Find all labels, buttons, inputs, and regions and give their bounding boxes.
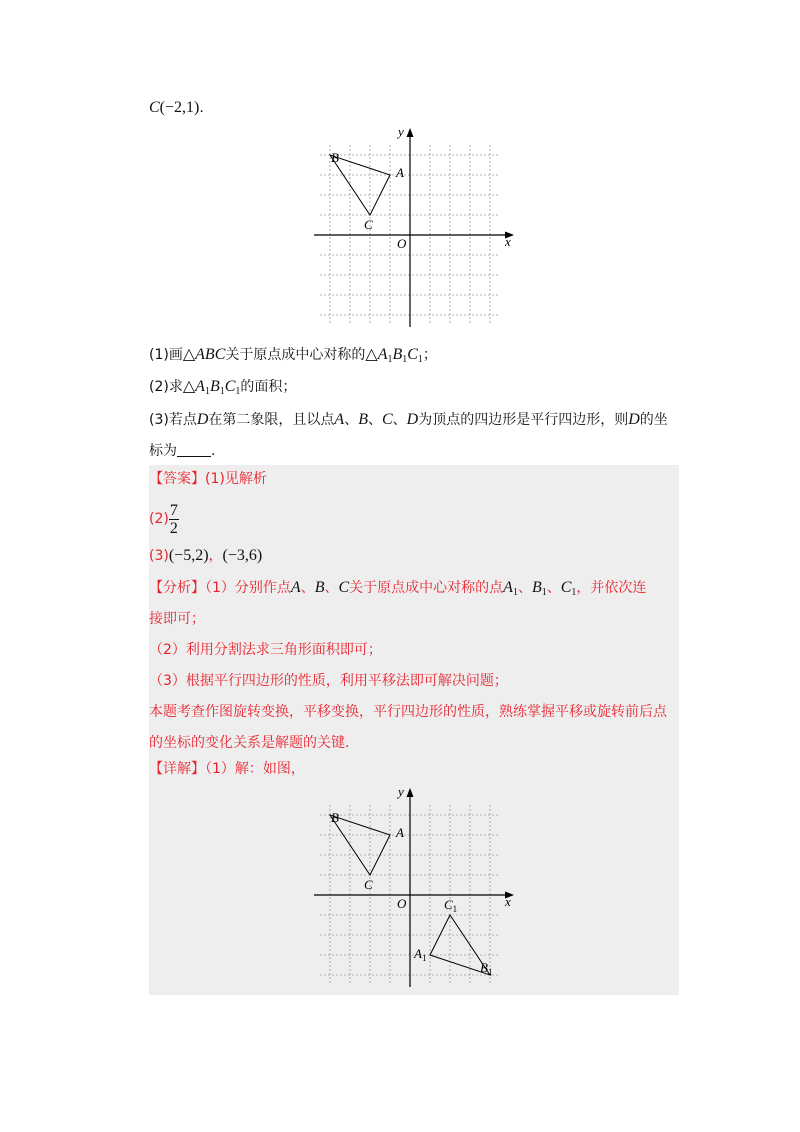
q3-number: (3): [149, 412, 169, 428]
fraction-numerator: 7: [169, 501, 178, 519]
intro-end: .: [199, 100, 204, 116]
graph1-label-y: y: [398, 124, 404, 139]
graph2-label-y: y: [398, 784, 404, 799]
q1-pre: 画: [168, 347, 183, 363]
q2-number: (2): [149, 379, 169, 395]
analysis-line-5: 本题考查作图旋转变换，平移变换，平行四边形的性质，熟练掌握平移或旋转前后点: [149, 704, 667, 720]
analysis-c1: $C_1$: [560, 579, 577, 598]
q3-end: .: [211, 443, 216, 459]
analysis-a: A: [290, 579, 301, 596]
triangle-symbol: △: [182, 378, 196, 395]
q1-a1: $A_1$: [377, 346, 393, 365]
analysis-sep: 、: [546, 580, 561, 596]
answer-line-1: [149, 469, 267, 489]
q3-t4: 的坐: [639, 412, 668, 428]
analysis-b: B: [314, 579, 325, 596]
graph2-label-o: O: [397, 896, 407, 911]
q2-a1: $A_1$: [195, 378, 210, 397]
detail-text: （1）解：如图，: [205, 761, 305, 777]
analysis-line-6: 的坐标的变化关系是解题的关键.: [149, 735, 350, 751]
answer-2-number: (2): [149, 511, 169, 527]
answer-line-2: [149, 500, 179, 538]
graph1-y-arrow: [407, 128, 414, 137]
question-3-line-2: [149, 441, 215, 461]
q1-end: ；: [422, 347, 437, 363]
analysis-line-1: [149, 578, 646, 603]
graph2-label-b1: $B_1$: [480, 960, 493, 977]
analysis-c: C: [338, 579, 350, 596]
coordinate-graph-1: [310, 122, 520, 332]
question-2: [149, 377, 296, 402]
graph1-label-c: C: [364, 217, 373, 232]
q1-b1: $B_1$: [392, 346, 408, 365]
q3-c: C: [381, 411, 393, 428]
q1-triangle: ABC: [195, 346, 226, 363]
q3-sep: 、: [392, 412, 407, 428]
analysis-line-2: 接即可；: [149, 611, 205, 627]
analysis-line-3: （2）利用分割法求三角形面积即可；: [149, 642, 382, 658]
graph2-label-b: B: [331, 810, 339, 825]
graph2-label-x: x: [505, 894, 511, 909]
q3-d: D: [406, 411, 419, 428]
analysis-a1: $A_1$: [503, 579, 518, 598]
q3-t5: 标为: [149, 443, 177, 459]
analysis-l1b: 关于原点成中心对称的点: [349, 580, 504, 596]
q2-end: 的面积；: [240, 379, 297, 395]
intro-line: C(−2,1).: [149, 99, 204, 116]
analysis-b1: $B_1$: [531, 579, 547, 598]
q3-t1: 若点: [168, 412, 197, 428]
q2-b1: $B_1$: [209, 378, 225, 397]
answer-3-number: (3): [149, 548, 169, 564]
analysis-line-4: （3）根据平行四边形的性质，利用平移法即可解决问题；: [149, 673, 508, 689]
q1-number: (1): [149, 347, 169, 363]
q1-mid: 关于原点成中心对称的: [225, 347, 366, 363]
analysis-sep: 、: [300, 580, 315, 596]
answer-tag: 【答案】: [149, 471, 205, 487]
answer-3-point-2: −3,6: [227, 547, 257, 564]
triangle-symbol: △: [365, 346, 378, 363]
intro-point: C: [149, 99, 160, 116]
q3-a: A: [334, 411, 345, 428]
graph1-label-b: B: [331, 150, 339, 165]
analysis-tag: 【分析】: [149, 580, 205, 596]
answer-3-point-1: −5,2: [174, 547, 204, 564]
graph2-label-c1: $C_1$: [444, 897, 458, 914]
answer-line-3: (3)(−5,2)，(−3,6): [149, 547, 263, 564]
q3-d: D: [628, 411, 640, 428]
q3-t2: 在第二象限，且以点: [208, 412, 335, 428]
graph2-label-a: A: [396, 825, 404, 840]
graph2-label-c: C: [364, 877, 373, 892]
analysis-l1c: ，并依次连: [576, 580, 647, 596]
answer-blank[interactable]: [177, 442, 211, 457]
analysis-sep: 、: [517, 580, 532, 596]
answer-2-fraction: [169, 502, 179, 537]
graph1-label-o: O: [397, 236, 407, 251]
detail-tag: 【详解】: [149, 761, 205, 777]
answer-1: (1)见解析: [205, 471, 267, 487]
question-3-line-1: [149, 410, 668, 430]
q1-c1: $C_1$: [407, 346, 423, 365]
analysis-sep: 、: [324, 580, 339, 596]
graph2-triangle-abc: [330, 815, 390, 875]
graph1-label-a: A: [396, 165, 404, 180]
q3-d: D: [196, 411, 209, 428]
graph1-triangle-abc: [330, 155, 390, 215]
graph2-label-a1: $A_1$: [414, 946, 427, 963]
question-1: [149, 345, 437, 370]
q3-sep: 、: [367, 412, 382, 428]
fraction-denominator: 2: [169, 519, 178, 537]
q3-sep: 、: [344, 412, 359, 428]
graph2-y-arrow: [407, 788, 414, 797]
analysis-l1a: （1）分别作点: [205, 580, 291, 596]
detail-line: [149, 759, 305, 779]
q2-c1: $C_1$: [224, 378, 241, 397]
triangle-symbol: △: [182, 346, 196, 363]
intro-coords: −2,1: [165, 99, 195, 116]
q3-b: B: [358, 411, 368, 428]
q3-t3: 为顶点的四边形是平行四边形，则: [418, 412, 629, 428]
graph1-label-x: x: [505, 234, 511, 249]
q2-pre: 求: [168, 379, 183, 395]
answer-3-sep: ，: [208, 548, 223, 564]
coordinate-graph-2: [310, 782, 520, 992]
